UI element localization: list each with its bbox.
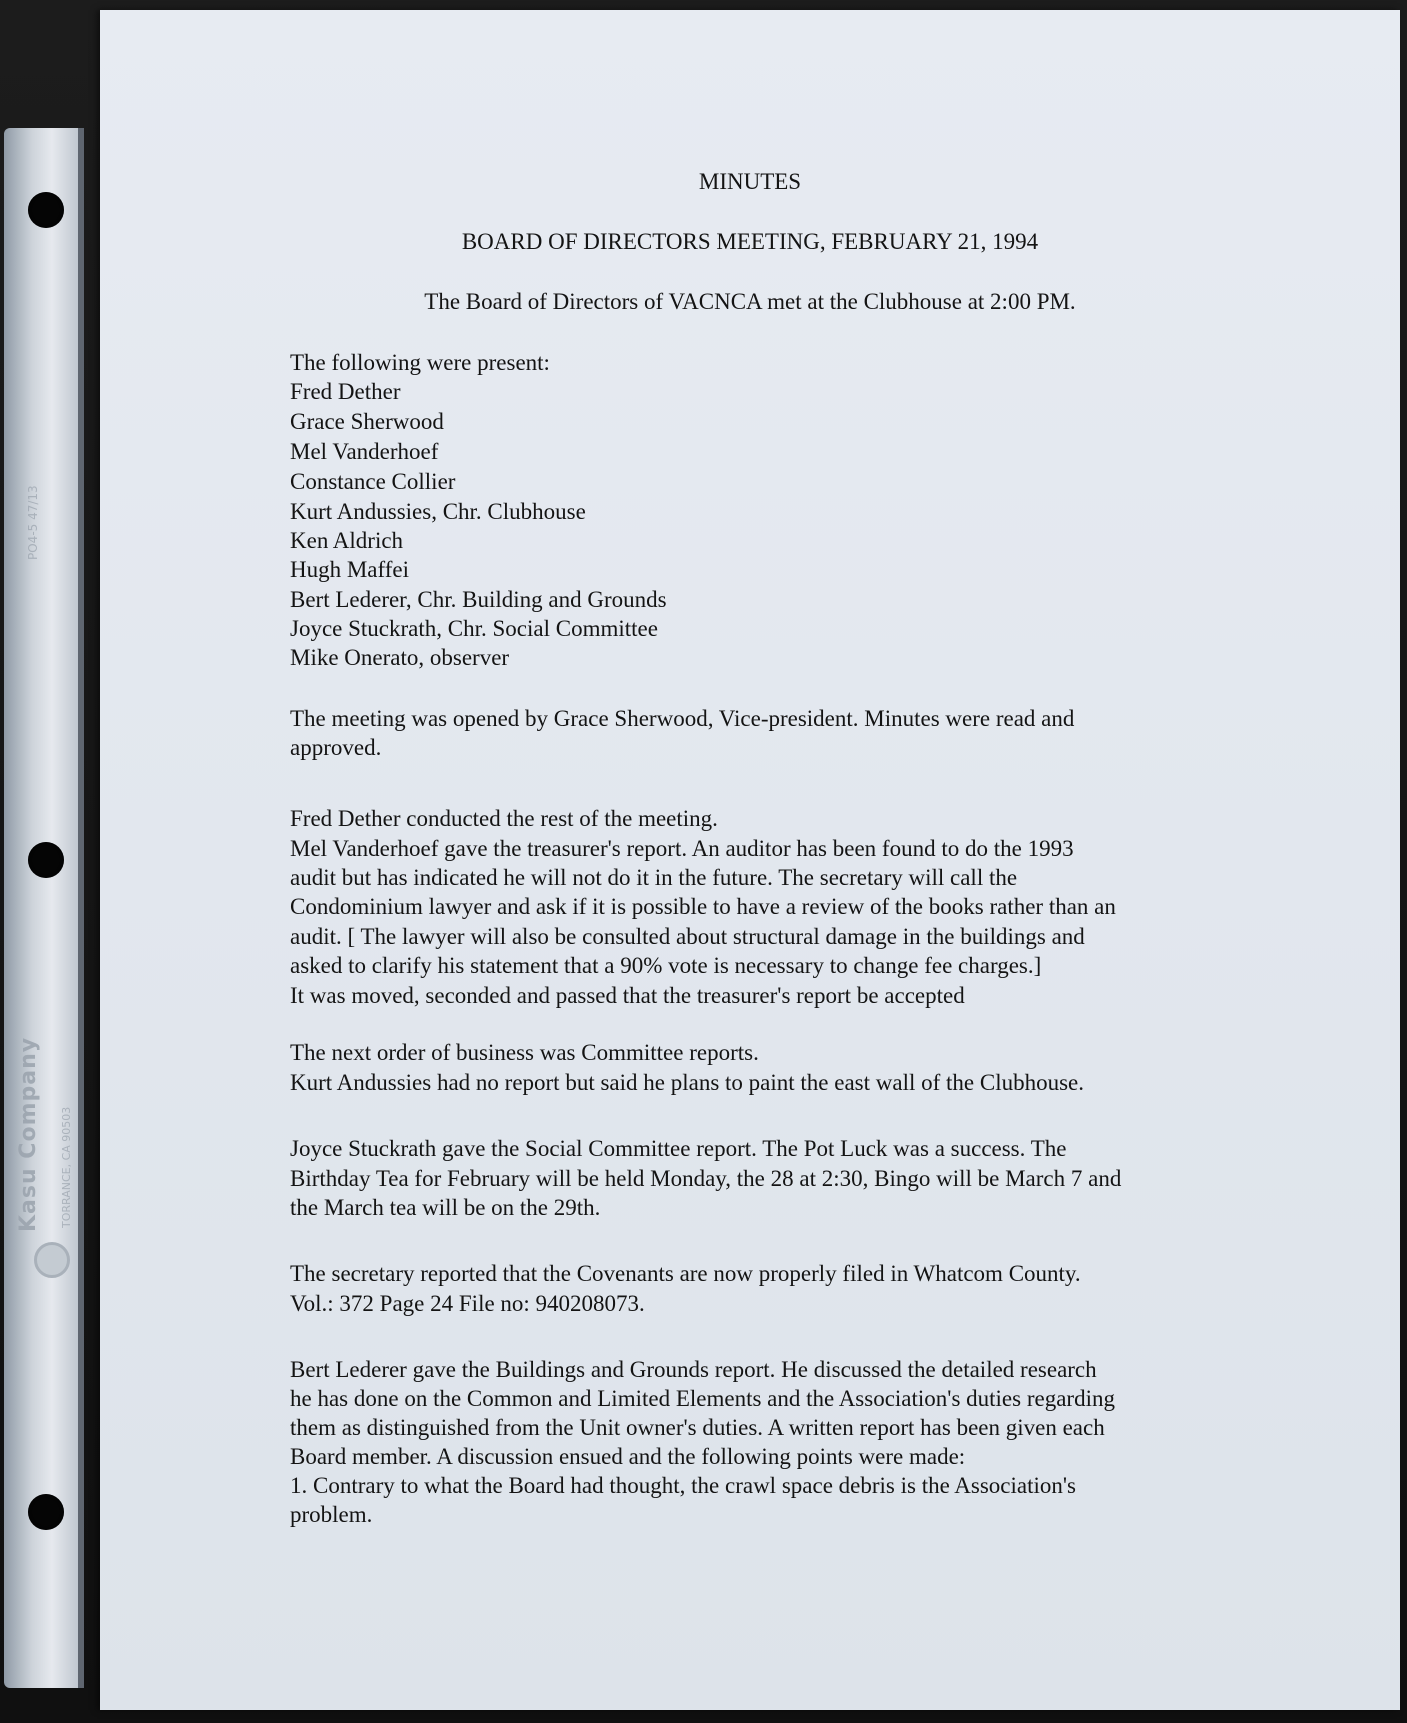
- attendee-item: Bert Lederer, Chr. Building and Grounds: [290, 587, 667, 612]
- paragraph-line: approved.: [290, 735, 382, 760]
- paragraph-line: audit. [ The lawyer will also be consulted about structural damage in the buildings and: [290, 924, 1085, 949]
- attendee-item: Mel Vanderhoef: [290, 439, 439, 464]
- punch-hole-middle: [28, 842, 64, 878]
- handwritten-note: PO4-5 47/13: [26, 485, 40, 560]
- binder-strip-edge: [78, 128, 84, 1688]
- binder-brand: Kasu Company: [16, 1036, 41, 1232]
- paragraph-line: The next order of business was Committee reports.: [290, 1040, 759, 1065]
- paragraph-line: The secretary reported that the Covenants are now properly filed in Whatcom County.: [290, 1261, 1081, 1286]
- punch-hole-top: [28, 192, 64, 228]
- attendee-item: Mike Onerato, observer: [290, 645, 510, 670]
- document-heading: MINUTES: [698, 169, 802, 194]
- paragraph-line: Board member. A discussion ensued and the following points were made:: [290, 1444, 966, 1469]
- binder-address: TORRANCE, CA 90503: [60, 1106, 73, 1228]
- paragraph-line: asked to clarify his statement that a 90% vote is necessary to change fee charges.]: [290, 953, 1042, 978]
- paragraph-line: Kurt Andussies had no report but said he plans to paint the east wall of the Clubhouse.: [290, 1070, 1085, 1095]
- paragraph-line: audit but has indicated he will not do it in the future. The secretary will call the: [290, 865, 1018, 890]
- present-label: The following were present:: [290, 350, 550, 375]
- meeting-intro: The Board of Directors of VACNCA met at the Clubhouse at 2:00 PM.: [424, 289, 1076, 314]
- paragraph-line: It was moved, seconded and passed that the treasurer's report be accepted: [290, 983, 965, 1008]
- attendee-item: Grace Sherwood: [290, 409, 444, 434]
- paragraph-line: Birthday Tea for February will be held Monday, the 28 at 2:30, Bingo will be March 7 and: [290, 1166, 1122, 1191]
- paragraph-line: Fred Dether conducted the rest of the meeting.: [290, 806, 718, 831]
- paragraph-line: Bert Lederer gave the Buildings and Grounds report. He discussed the detailed research: [290, 1357, 1097, 1382]
- punch-hole-bottom: [28, 1494, 64, 1530]
- paragraph-line: Mel Vanderhoef gave the treasurer's report. An auditor has been found to do the 1993: [290, 836, 1074, 861]
- attendee-item: Ken Aldrich: [290, 528, 404, 553]
- attendee-item: Fred Dether: [290, 379, 401, 404]
- paragraph-line: he has done on the Common and Limited Elements and the Association's duties regarding: [290, 1386, 1115, 1411]
- document-subheading: BOARD OF DIRECTORS MEETING, FEBRUARY 21, 1994: [461, 229, 1039, 254]
- paragraph-line: the March tea will be on the 29th.: [290, 1195, 601, 1220]
- attendee-item: Constance Collier: [290, 469, 456, 494]
- attendee-item: Joyce Stuckrath, Chr. Social Committee: [290, 616, 658, 641]
- paragraph-line: problem.: [290, 1502, 373, 1527]
- paragraph-line: The meeting was opened by Grace Sherwood, Vice-president. Minutes were read and: [290, 706, 1075, 731]
- attendee-item: Hugh Maffei: [290, 557, 410, 582]
- binder-logo-seal: [34, 1242, 70, 1278]
- paragraph-line: 1. Contrary to what the Board had thought, the crawl space debris is the Association's: [290, 1473, 1076, 1498]
- attendee-item: Kurt Andussies, Chr. Clubhouse: [290, 499, 586, 524]
- binder-strip: [4, 128, 84, 1688]
- paragraph-line: Joyce Stuckrath gave the Social Committee report. The Pot Luck was a success. The: [290, 1136, 1067, 1161]
- paragraph-line: them as distinguished from the Unit owner's duties. A written report has been given each: [290, 1415, 1105, 1440]
- paragraph-line: Vol.: 372 Page 24 File no: 940208073.: [290, 1291, 645, 1316]
- paragraph-line: Condominium lawyer and ask if it is possible to have a review of the books rather than an: [290, 894, 1116, 919]
